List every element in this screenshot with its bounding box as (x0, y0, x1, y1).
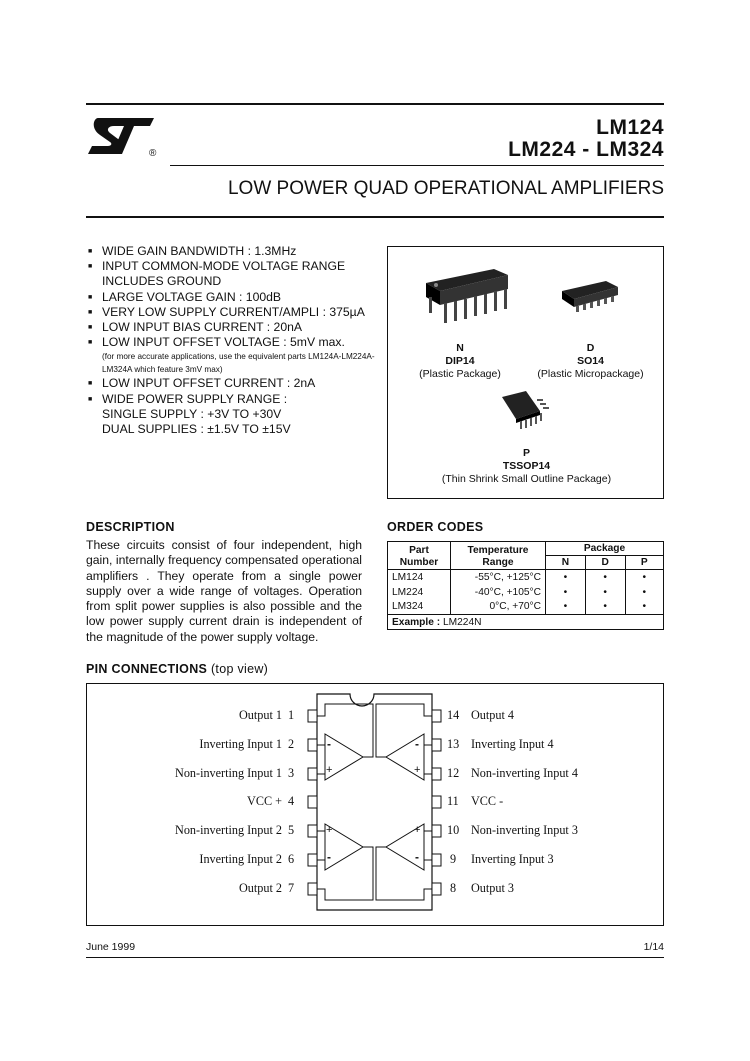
pin-label-9: Inverting Input 3 (471, 852, 554, 866)
feature-item: ■ LOW INPUT OFFSET VOLTAGE : 5mV max. (for more accurate applications, use the equivalent parts LM124A-LM224A-LM324A which feature 3mV max) (88, 335, 378, 376)
opamp3-plus: + (414, 824, 421, 836)
pin-number-5: 5 (288, 823, 295, 837)
pin-number-11: 11 (447, 794, 459, 808)
pin-number-6: 6 (288, 852, 295, 866)
package-box (387, 246, 664, 499)
tssop14-package-icon (496, 387, 556, 437)
opamp4-plus: + (414, 764, 421, 776)
package-label-n: N DIP14 (Plastic Package) (419, 342, 501, 380)
col-pkg-n: N (546, 556, 586, 570)
pin-number-7: 7 (288, 881, 295, 895)
pin-number-1: 1 (288, 708, 295, 722)
so14-package-icon (556, 273, 626, 323)
pin-number-4: 4 (288, 794, 295, 808)
pin-label-11: VCC - (471, 794, 504, 808)
table-row: LM224 -40°C, +105°C • • • (388, 585, 664, 600)
pin-number-2: 2 (288, 737, 295, 751)
pin-label-13: Inverting Input 4 (471, 737, 554, 751)
package-label-p: P TSSOP14 (Thin Shrink Small Outline Package) (441, 447, 612, 485)
footer-date: June 1999 (86, 941, 136, 953)
table-row: LM124 -55°C, +125°C • • • (388, 570, 664, 585)
pin-label-2: Inverting Input 1 (199, 737, 282, 751)
footer-rule (86, 957, 664, 958)
pin-label-6: Inverting Input 2 (199, 852, 282, 866)
feature-note: (for more accurate applications, use the equivalent parts LM124A-LM224A-LM324A which feature 3mV max) (102, 352, 375, 375)
pin-number-13: 13 (447, 737, 460, 751)
description-heading: DESCRIPTION (86, 520, 175, 534)
opamp2-minus: - (327, 850, 331, 864)
col-pkg-d: D (585, 556, 625, 570)
part-title-line2: LM224 - LM324 (508, 138, 664, 161)
description-body: These circuits consist of four independent, high gain, internally frequency compensated operational amplifiers . They operate from a single power supply over a wide range of voltages. Operation from split power supplies is also possible and the low power supply current drain is independent of the magnitude of the power supply voltage. (86, 538, 362, 644)
top-rule (86, 103, 664, 105)
col-package: Package (546, 542, 664, 556)
feature-item: ■ LOW INPUT BIAS CURRENT : 20nA (88, 320, 378, 335)
feature-item: ■ WIDE GAIN BANDWIDTH : 1.3MHz (88, 244, 378, 259)
pin-label-1: Output 1 (239, 708, 282, 722)
pin-number-8: 8 (450, 881, 457, 895)
footer-page: 1/14 (643, 941, 664, 953)
col-pkg-p: P (625, 556, 664, 570)
feature-list (88, 244, 378, 437)
opamp1-plus: + (326, 764, 333, 776)
feature-item: ■ LOW INPUT OFFSET CURRENT : 2nA (88, 376, 378, 391)
subtitle-rule (86, 216, 664, 218)
pin-number-9: 9 (450, 852, 457, 866)
pin-label-14: Output 4 (471, 708, 514, 722)
feature-item: ■ WIDE POWER SUPPLY RANGE : SINGLE SUPPLY : +3V TO +30V DUAL SUPPLIES : ±1.5V TO ±15V (88, 392, 378, 438)
header-rule (170, 165, 664, 166)
pin-number-10: 10 (447, 823, 460, 837)
opamp2-plus: + (326, 824, 333, 836)
opamp4-minus: - (415, 737, 419, 751)
pin-label-5: Non-inverting Input 2 (175, 823, 282, 837)
pin-number-12: 12 (447, 766, 460, 780)
registered-mark: ® (149, 148, 157, 159)
pin-connections-box (86, 683, 664, 926)
package-label-d: D SO14 (Plastic Micropackage) (537, 342, 644, 380)
pin-number-14: 14 (447, 708, 460, 722)
opamp3-minus: - (415, 850, 419, 864)
pin-number-3: 3 (288, 766, 295, 780)
pin-label-7: Output 2 (239, 881, 282, 895)
pin-connections-heading: PIN CONNECTIONS (top view) (86, 662, 269, 676)
table-row: LM324 0°C, +70°C • • • (388, 600, 664, 615)
col-temperature: Temperature Range (451, 542, 546, 570)
dip14-package-icon (416, 261, 516, 331)
pin-label-8: Output 3 (471, 881, 514, 895)
pin-label-12: Non-inverting Input 4 (471, 766, 578, 780)
pin-label-10: Non-inverting Input 3 (471, 823, 578, 837)
pin-label-4: VCC + (247, 794, 282, 808)
opamp1-minus: - (327, 737, 331, 751)
feature-item: ■ VERY LOW SUPPLY CURRENT/AMPLI : 375µA (88, 305, 378, 320)
pin-label-3: Non-inverting Input 1 (175, 766, 282, 780)
feature-item: ■ LARGE VOLTAGE GAIN : 100dB (88, 290, 378, 305)
feature-item: ■ INPUT COMMON-MODE VOLTAGE RANGE INCLUDES GROUND (88, 259, 378, 289)
order-codes-table (387, 541, 664, 630)
page-subtitle: LOW POWER QUAD OPERATIONAL AMPLIFIERS (227, 178, 664, 199)
order-codes-heading: ORDER CODES (387, 520, 484, 534)
part-title-line1: LM124 (596, 116, 664, 139)
order-example: Example : LM224N (388, 615, 664, 630)
col-part-number: Part Number (388, 542, 451, 570)
